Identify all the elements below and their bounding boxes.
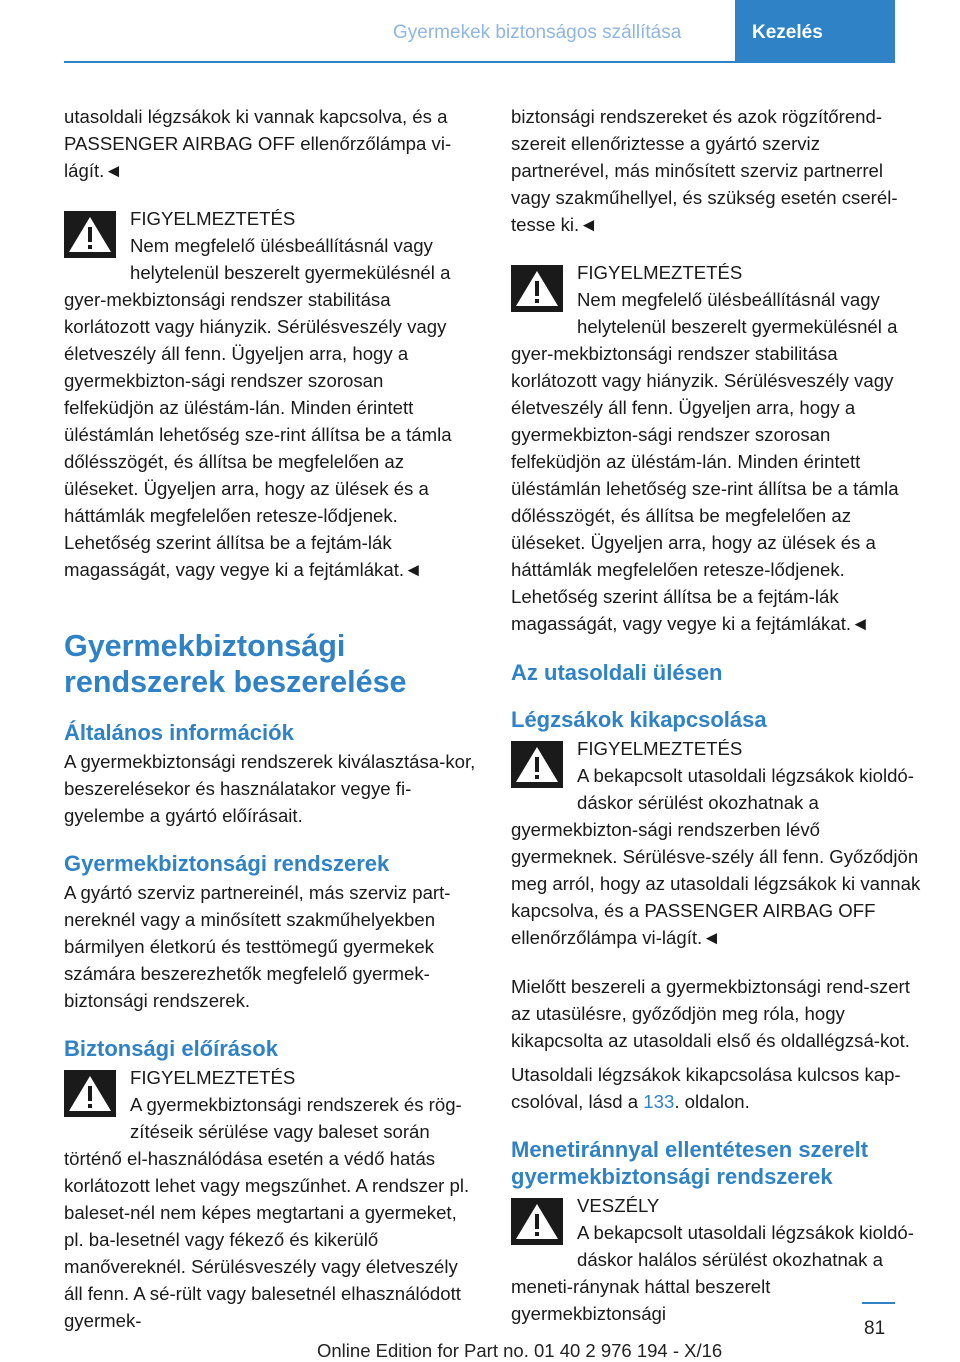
chapter-heading: Gyermekbiztonsági rendszerek beszerelése — [64, 629, 407, 699]
warning-label: FIGYELMEZTETÉS — [577, 738, 743, 759]
danger-block — [511, 1192, 923, 1327]
warning-block — [511, 735, 923, 951]
intro-text: utasoldali légzsákok ki vannak kapcsolva, és a PASSENGER AIRBAG OFF ellenőrzőlámpa vi-lágít.◄ — [64, 106, 452, 181]
warning-text: Nem megfelelő ülésbeállításnál vagy helytelenül beszerelt gyermekülésnél a gyer-mekbiztonsági rendszer stabilitása korlátozott vagy hiányzik. Sérülésveszély vagy életveszély áll fenn. Ügyeljen arra, hogy a gyermekbizton-sági rendszer szorosan felfeküdjön az üléstám-lán. Minden érintett üléstámlán lehetőség sze-rint állítsa be a támla dőlésszögét, és állítsa be megfelelően az üléseket. Ügyeljen arra, hogy az ülések és a háttámlák megfelelően retesze-lődjenek. Lehetőség szerint állítsa be a fejtám-lák magasságát, vagy vegye ki a fejtámlákat.◄ — [511, 289, 899, 634]
footer-edition: Online Edition for Part no. 01 40 2 976 194 - X/16 — [317, 1340, 723, 1361]
header-tab[interactable] — [735, 0, 895, 62]
airbag-key-switch-text — [511, 1061, 923, 1115]
warning-text: A gyermekbiztonsági rendszerek és rög-zítéseik sérülése vagy baleset során történő el-használódása esetén a védő hatás korlátozott lehet vagy megszűnhet. A rendszer pl. baleset-nél nem képes megtartani a gyermeket, pl. ba-lesetnél vagy fékező és kikerülő manővereknél. Sérülésveszély vagy életveszély áll fenn. A sé-rült vagy balesetnél elhasználódott gyermek- — [64, 1094, 470, 1331]
section-heading-passenger-seat: Az utasoldali ülésen — [511, 660, 723, 685]
warning-label: FIGYELMEZTETÉS — [130, 208, 296, 229]
intro-text: biztonsági rendszereket és azok rögzítőrend-szereit ellenőriztesse a gyártó szerviz partnerével, más minősített szerviz partnerrel vagy szakműhellyel, és szükség esetén cserél-tesse ki.◄ — [511, 106, 898, 235]
header-divider — [64, 61, 895, 63]
warning-triangle-icon — [511, 265, 563, 312]
general-info-text: A gyermekbiztonsági rendszerek kiválasztása-kor, beszerelésekor és használatakor vegye fi-gyelembe a gyártó előírásait. — [64, 751, 476, 826]
warning-triangle-icon — [511, 1198, 563, 1245]
page-number: 81 — [864, 1318, 886, 1339]
left-column — [64, 103, 476, 1356]
section-heading-airbag-off: Légzsákok kikapcsolása — [511, 707, 767, 732]
header-tab-label: Kezelés — [752, 22, 823, 43]
warning-block — [511, 259, 923, 637]
section-heading-general-info: Általános információk — [64, 720, 294, 745]
airbag-key-switch-text-after: . oldalon. — [674, 1091, 750, 1112]
section-heading-child-systems: Gyermekbiztonsági rendszerek — [64, 851, 390, 876]
page-link-133[interactable]: 133 — [643, 1091, 675, 1112]
airbag-off-text: Mielőtt beszereli a gyermekbiztonsági rend-szert az utasülésre, győződjön meg róla, hogy kikapcsolta az utasoldali első és oldallégzsá-kot. — [511, 976, 910, 1051]
airbag-key-switch-text-before: Utasoldali légzsákok kikapcsolása kulcsos kap-csolóval, lásd a — [511, 1064, 901, 1112]
danger-text: A bekapcsolt utasoldali légzsákok kioldó-dáskor halálos sérülést okozhatnak a meneti-ránynak háttal beszerelt gyermekbiztonsági — [511, 1222, 914, 1324]
warning-block — [64, 1064, 476, 1334]
right-column — [511, 103, 923, 1349]
warning-triangle-icon — [64, 1070, 116, 1117]
section-heading-rear-facing: Menetiránnyal ellentétesen szerelt gyermekbiztonsági rendszerek — [511, 1137, 869, 1189]
warning-text: Nem megfelelő ülésbeállításnál vagy helytelenül beszerelt gyermekülésnél a gyer-mekbiztonsági rendszer stabilitása korlátozott vagy hiányzik. Sérülésveszély vagy életveszély áll fenn. Ügyeljen arra, hogy a gyermekbizton-sági rendszer szorosan felfeküdjön az üléstám-lán. Minden érintett üléstámlán lehetőség sze-rint állítsa be a támla dőlésszögét, és állítsa be megfelelően az üléseket. Ügyeljen arra, hogy az ülések és a háttámlák megfelelően retesze-lődjenek. Lehetőség szerint állítsa be a fejtám-lák magasságát, vagy vegye ki a fejtámlákat.◄ — [64, 235, 452, 580]
page-number-divider — [862, 1302, 895, 1304]
header-section-title: Gyermekek biztonságos szállítása — [393, 22, 682, 43]
section-heading-safety: Biztonsági előírások — [64, 1036, 278, 1061]
warning-label: FIGYELMEZTETÉS — [130, 1067, 296, 1088]
warning-label: FIGYELMEZTETÉS — [577, 262, 743, 283]
warning-triangle-icon — [64, 211, 116, 258]
warning-text: A bekapcsolt utasoldali légzsákok kioldó-dáskor sérülést okozhatnak a gyermekbizton-sági rendszerben lévő gyermeknek. Sérülésve-szély áll fenn. Győződjön meg arról, hogy az utasoldali légzsákok ki vannak kapcsolva, és a PASSENGER AIRBAG OFF ellenőrzőlámpa vi-lágít.◄ — [511, 765, 921, 948]
danger-label: VESZÉLY — [577, 1195, 660, 1216]
warning-block — [64, 205, 476, 583]
warning-triangle-icon — [511, 741, 563, 788]
child-systems-text: A gyártó szerviz partnereinél, más szerviz part-nereknél vagy a minősített szakműhelyekben bármilyen életkorú és testtömegű gyermekek számára beszerezhetők megfelelő gyermek-biztonsági rendszerek. — [64, 882, 451, 1011]
